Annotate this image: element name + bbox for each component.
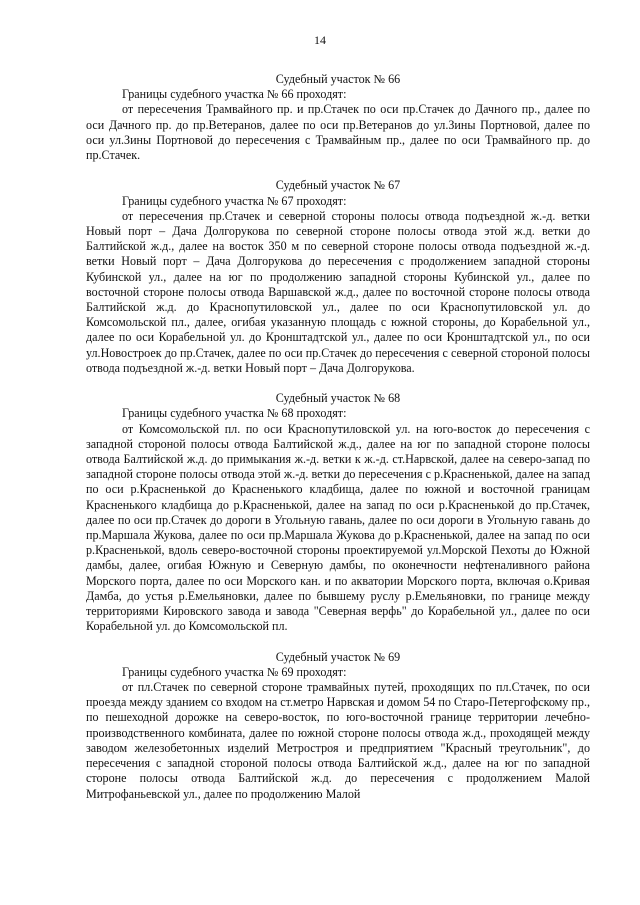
section-intro: Границы судебного участка № 69 проходят: bbox=[122, 664, 347, 679]
section-intro: Границы судебного участка № 68 проходят: bbox=[122, 406, 347, 421]
section-court-66 bbox=[86, 72, 590, 163]
section-heading: Судебный участок № 69 bbox=[275, 649, 401, 664]
section-text: от пересечения пр.Стачек и северной стороны полосы отвода подъездной ж.-д. ветки Новый порт – Дача Долгорукова по северной стороне полосы отвода этой ж.д. ветки до Балтийской ж.д., далее на восток 350 м по северной стороне полосы отвода подъездной ж.-д. ветки Новый порт – Дача Долгорукова до пересечения с продолжением западной стороны Кубинской ул., далее на юг по продолжению западной стороны Кубинской ул., далее по восточной стороне полосы отвода Варшавской ж.д., далее по восточной стороне полосы отвода Балтийской ж.д. до Краснопутиловской ул., далее по оси Краснопутиловской ул. до Комсомольской пл., далее, огибая указанную площадь с южной стороны, до Корабельной ул., далее по оси Корабельной ул. до Кронштадтской ул., далее по оси Кронштадтской ул., по оси ул.Новостроек до пр.Стачек, далее по оси пр.Стачек до пересечения с северной стороной полосы отвода подъездной ж.-д. ветки Новый порт – Дача Долгорукова. bbox=[86, 208, 590, 375]
section-intro: Границы судебного участка № 67 проходят: bbox=[122, 193, 347, 208]
document-body bbox=[86, 72, 590, 802]
section-heading: Судебный участок № 68 bbox=[275, 391, 401, 406]
section-intro: Границы судебного участка № 66 проходят: bbox=[122, 87, 347, 102]
section-heading: Судебный участок № 67 bbox=[275, 178, 401, 193]
section-text: от пересечения Трамвайного пр. и пр.Стачек по оси пр.Стачек до Дачного пр., далее по оси Дачного пр. до пр.Ветеранов, далее по оси пр.Ветеранов до ул.Зины Портновой, далее по оси ул.Зины Портновой до пересечения с Трамвайным пр., далее по оси Трамвайного пр. до пр.Стачек. bbox=[86, 102, 590, 163]
section-court-68 bbox=[86, 391, 590, 634]
section-text: от Комсомольской пл. по оси Краснопутиловской ул. на юго-восток до пересечения с западной стороной полосы отвода Балтийской ж.д., далее на юг по западной стороне полосы отвода Балтийской ж.д. до примыкания ж.-д. ветки к ж.-д. ст.Нарвской, далее на северо-запад по западной стороне полосы отвода этой ж.-д. ветки до пересечения с р.Красненькой, далее на запад по оси р.Красненькой до Красненького кладбища, далее по южной и восточной границам Красненького кладбища до р.Красненькой, далее на запад по оси р.Красненькой до пр.Стачек, далее по оси пр.Стачек до дороги в Угольную гавань, далее по оси дороги в Угольную гавань до пр.Маршала Жукова, далее по оси пр.Маршала Жукова до р.Красненькой, далее на запад по оси р.Красненькой, вдоль северо-восточной стороны проектируемой ул.Морской Пехоты до Южной дамбы, далее, огибая Южную и Северную дамбы, по оконечности нефтеналивного района Морского порта, далее по оси Морского кан. и по акватории Морского порта, включая о.Кривая Дамба, до устья р.Емельяновки, далее по бывшему руслу р.Емельяновки, по границе между территориями Кировского завода и завода "Северная верфь" до Корабельной ул., далее по оси Корабельной ул. до Комсомольской пл. bbox=[86, 421, 590, 634]
section-court-69 bbox=[86, 650, 590, 802]
section-court-67 bbox=[86, 178, 590, 376]
section-heading: Судебный участок № 66 bbox=[275, 72, 401, 86]
section-text: от пл.Стачек по северной стороне трамвайных путей, проходящих по пл.Стачек, по оси проезда между зданием со входом на ст.метро Нарвская и домом 54 по Старо-Петергофскому пр., по пешеходной дорожке на северо-восток, по юго-восточной границе территории лечебно-производственного комбината, далее по южной стороне полосы отвода ж.д., проходящей между заводом железобетонных изделий Метростроя и предприятием "Красный треугольник", до пересечения с западной стороной полосы отвода Балтийской ж.д., далее на юг по западной стороне полосы отвода Балтийской ж.д. до пересечения с продолжением Малой Митрофаньевской ул., далее по продолжению Малой bbox=[86, 680, 590, 801]
page-number: 14 bbox=[314, 33, 326, 47]
